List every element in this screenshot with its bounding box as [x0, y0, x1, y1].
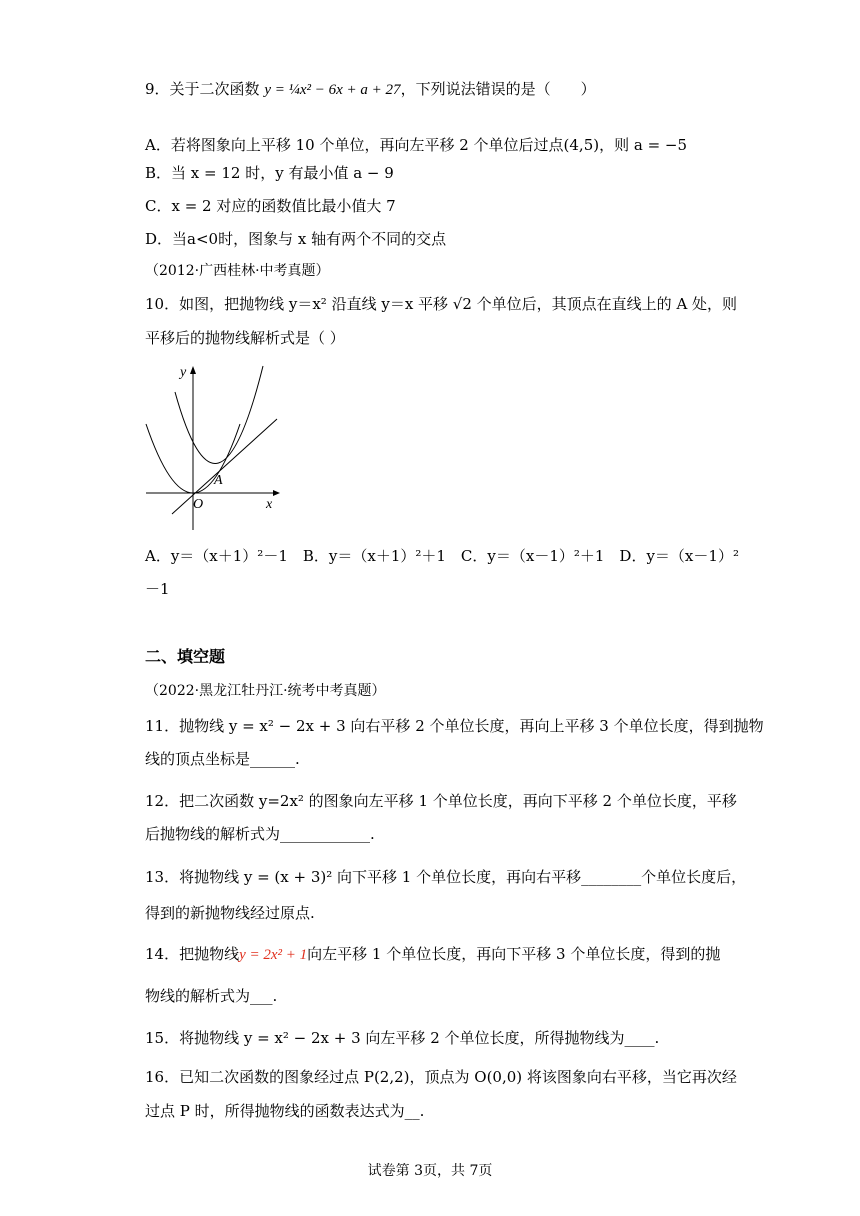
q9-option-c: C．x = 2 对应的函数值比最小值大 7	[145, 197, 396, 215]
q9-option-a: A．若将图象向上平移 10 个单位，再向左平移 2 个单位后过点(4,5)，则 a = −5	[145, 136, 688, 154]
q15-line1: 15．将抛物线 y = x² − 2x + 3 向左平移 2 个单位长度，所得抛物线为____.	[145, 1029, 660, 1047]
q10-line1: 10．如图，把抛物线 y＝x² 沿直线 y＝x 平移 √2 个单位后，其顶点在直线上的 A 处，则	[145, 295, 738, 313]
q10-figure	[140, 362, 285, 534]
section-title: 二、填空题	[145, 647, 226, 666]
origin-label: O	[193, 497, 204, 512]
point-a-label: A	[214, 473, 223, 488]
q10-options-line2: －1	[145, 580, 170, 598]
y-axis-label: y	[180, 365, 187, 380]
q10-line2: 平移后的抛物线解析式是（ ）	[145, 329, 345, 347]
q14-line1: 14．把抛物线y = 2x² + 1向左平移 1 个单位长度，再向下平移 3 个单位长度，得到的抛	[145, 945, 721, 963]
q13-line2: 得到的新抛物线经过原点.	[145, 904, 315, 922]
q12-line2: 后抛物线的解析式为____________.	[145, 825, 375, 843]
q10-source: （2012·广西桂林·中考真题）	[145, 263, 330, 279]
q14-line2: 物线的解析式为___.	[145, 987, 278, 1005]
x-axis-arrow	[273, 490, 280, 496]
q9-option-b: B．当 x = 12 时，y 有最小值 a − 9	[145, 164, 394, 182]
q11-source: （2022·黑龙江牡丹江·统考中考真题）	[145, 683, 386, 699]
q12-line1: 12．把二次函数 y=2x² 的图象向左平移 1 个单位长度，再向下平移 2 个单位长度，平移	[145, 792, 737, 810]
q11-line2: 线的顶点坐标是______.	[145, 750, 300, 768]
parabola-translated	[175, 366, 263, 464]
q14-red-formula: y = 2x² + 1	[239, 947, 308, 963]
q11-line1: 11．抛物线 y = x² − 2x + 3 向右平移 2 个单位长度，再向上平移 3 个单位长度，得到抛物	[145, 717, 764, 735]
q9-option-d: D．当a<0时，图象与 x 轴有两个不同的交点	[145, 230, 447, 248]
q10-options-line1: A．y＝（x＋1）²－1 B．y＝（x＋1）²＋1 C．y＝（x－1）²＋1 D．y＝（x－1）²	[145, 547, 739, 565]
page-footer: 试卷第 3页，共 7页	[367, 1163, 493, 1179]
x-axis-label: x	[266, 497, 273, 512]
q9-stem: 9．关于二次函数 y = ¼x² − 6x + a + 27，下列说法错误的是（ ）	[145, 80, 596, 98]
y-axis-arrow	[190, 366, 196, 374]
q16-line1: 16．已知二次函数的图象经过点 P(2,2)，顶点为 O(0,0) 将该图象向右平移，当它再次经	[145, 1068, 737, 1086]
line-y-equals-x	[172, 419, 277, 514]
q16-line2: 过点 P 时，所得抛物线的函数表达式为__.	[145, 1102, 425, 1120]
q13-line1: 13．将抛物线 y = (x + 3)² 向下平移 1 个单位长度，再向右平移________个单位长度后，	[145, 868, 747, 886]
